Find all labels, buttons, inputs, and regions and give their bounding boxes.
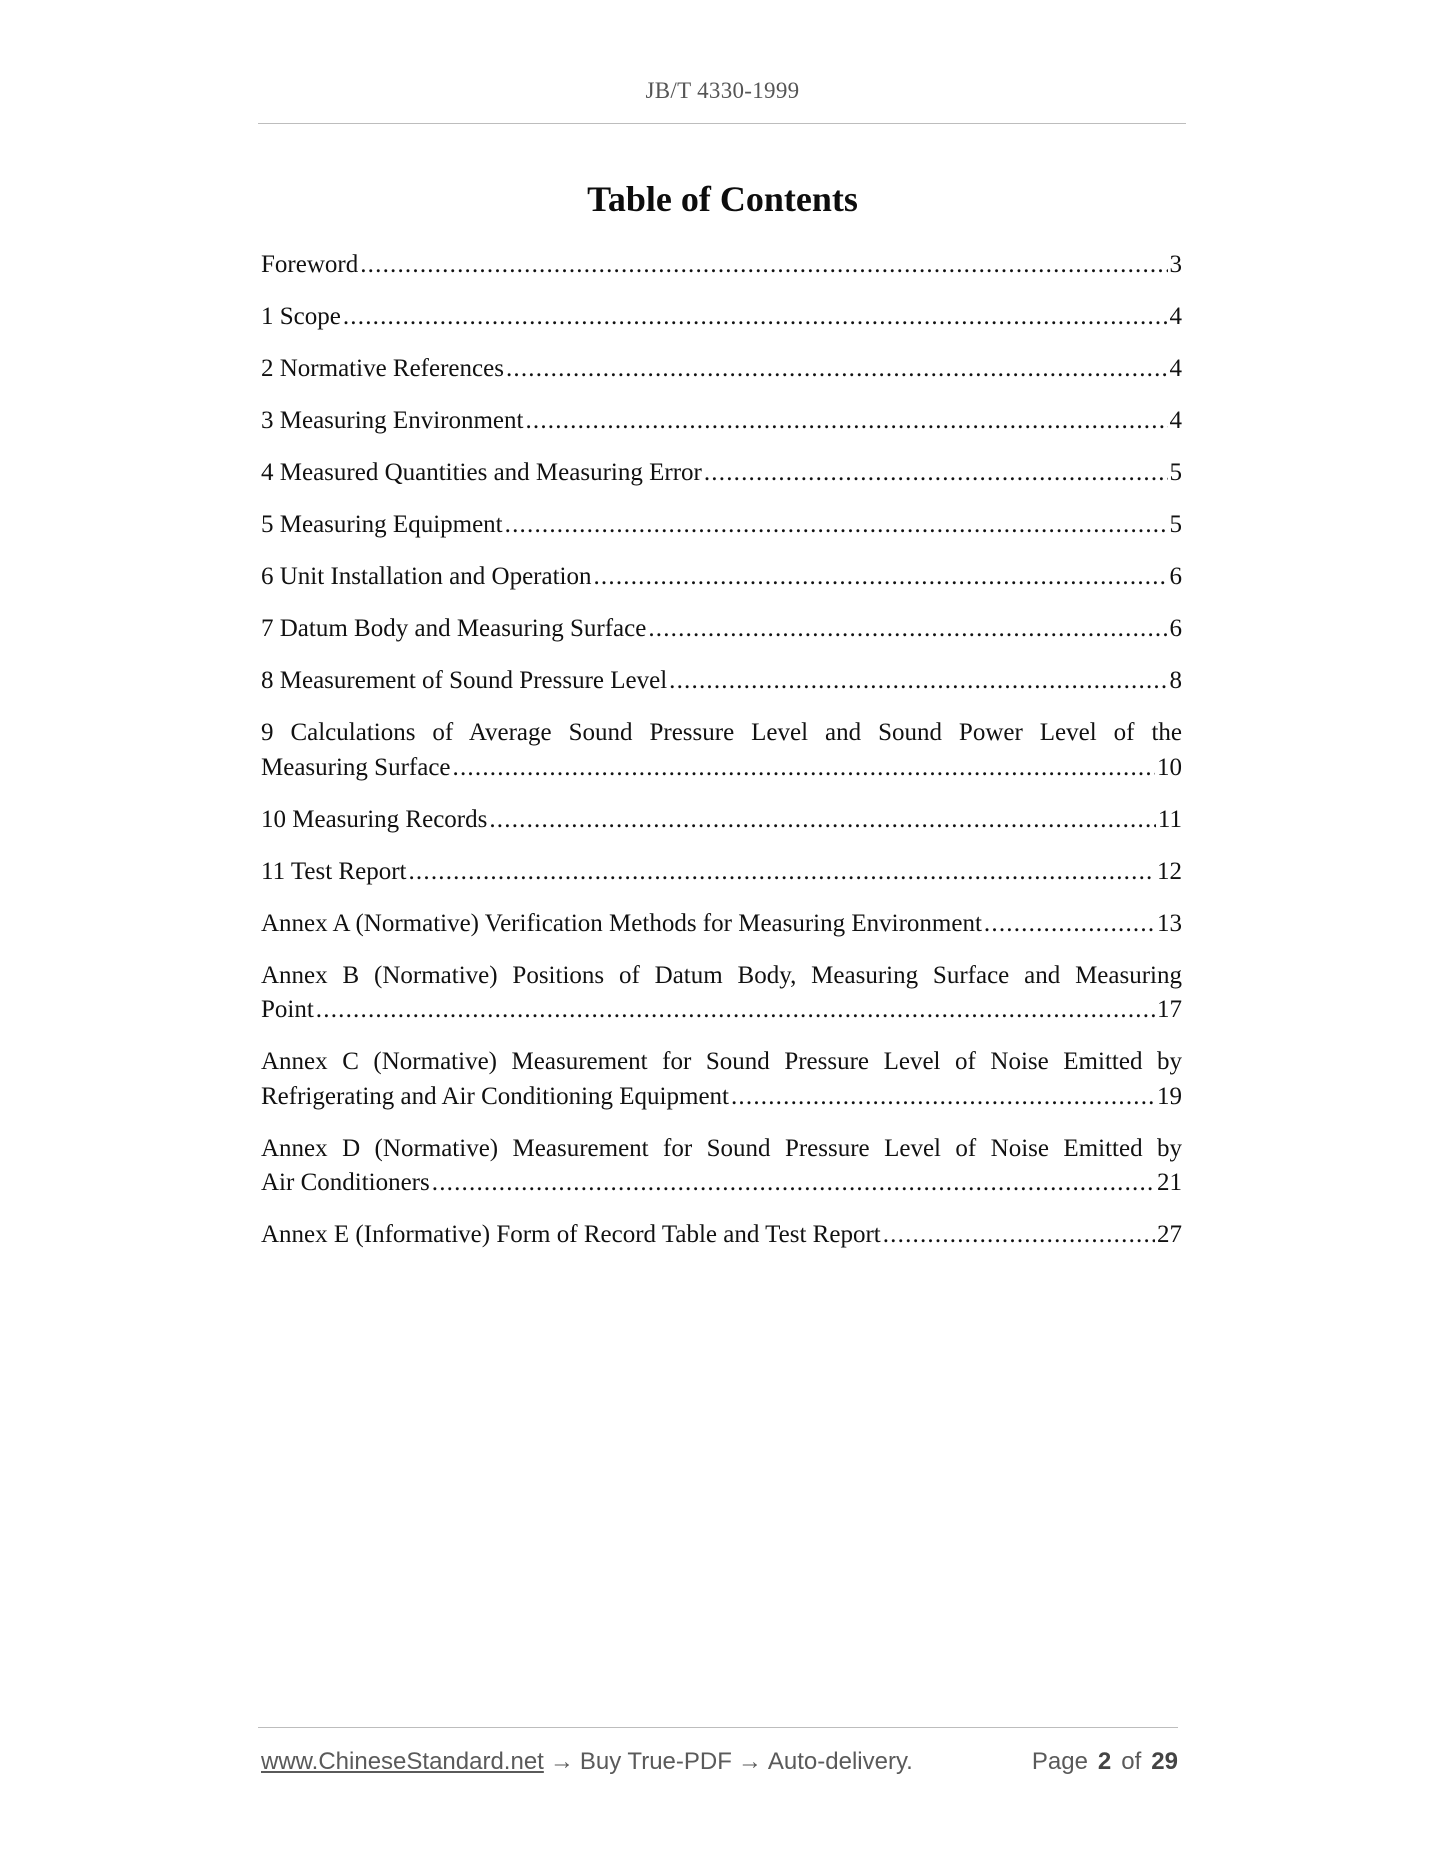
toc-entry[interactable] <box>261 300 1182 335</box>
toc-entry-title: Foreword <box>261 251 359 278</box>
toc-entry-title: 11 Test Report <box>261 857 407 885</box>
dot-leader <box>984 907 1155 942</box>
toc-entry-page-number: 27 <box>1157 1221 1182 1248</box>
toc-entry-line <box>261 560 1182 595</box>
header-divider <box>258 123 1186 124</box>
dot-leader <box>432 1166 1155 1201</box>
toc-entry-title: Refrigerating and Air Conditioning Equipment <box>261 1082 729 1110</box>
toc-entry[interactable] <box>261 664 1182 699</box>
total-page-count: 29 <box>1151 1748 1178 1775</box>
toc-entry-line <box>261 404 1182 439</box>
toc-entry-page-number: 6 <box>1169 615 1182 642</box>
toc-entry-title: 7 Datum Body and Measuring Surface <box>261 615 647 642</box>
toc-entry-title-line: Annex D (Normative) Measurement for Sound Pressure Level of Noise Emitted by <box>261 1134 1182 1162</box>
toc-entry-title: Measuring Surface <box>261 753 451 781</box>
dot-leader <box>316 993 1155 1028</box>
toc-entry-page-number: 5 <box>1169 511 1182 538</box>
toc-entry-line <box>261 456 1182 491</box>
toc-heading: Table of Contents <box>587 179 858 219</box>
arrow-right-icon: → <box>549 1748 574 1775</box>
toc-entry-title: Annex A (Normative) Verification Methods for Measuring Environment <box>261 909 982 937</box>
dot-leader <box>883 1218 1155 1253</box>
toc-entry[interactable] <box>261 716 1182 785</box>
footer-divider <box>258 1727 1178 1728</box>
auto-delivery-text: Auto-delivery. <box>767 1748 913 1775</box>
toc-entry-title: 6 Unit Installation and Operation <box>261 563 592 590</box>
dot-leader <box>343 300 1168 335</box>
toc-entry-title: 4 Measured Quantities and Measuring Error <box>261 459 702 486</box>
page-of-label: of <box>1121 1748 1142 1775</box>
toc-entry-title-line: Annex C (Normative) Measurement for Sound Pressure Level of Noise Emitted by <box>261 1048 1182 1075</box>
dot-leader <box>453 751 1155 786</box>
toc-entry-title-line: Annex B (Normative) Positions of Datum Body, Measuring Surface and Measuring <box>261 961 1182 989</box>
toc-entry-line <box>261 803 1182 838</box>
toc-entry-line <box>261 300 1182 335</box>
toc-entry[interactable] <box>261 803 1182 838</box>
dot-leader <box>408 855 1155 890</box>
toc-entry-page-number: 4 <box>1169 407 1182 434</box>
dot-leader <box>731 1080 1155 1115</box>
page-footer <box>261 1748 1178 1776</box>
toc-entry[interactable] <box>261 352 1182 387</box>
current-page-number: 2 <box>1097 1748 1112 1775</box>
page-indicator <box>1032 1748 1178 1776</box>
toc-entry-page-number: 10 <box>1157 753 1182 781</box>
toc-entry-line <box>261 352 1182 387</box>
toc-entry[interactable] <box>261 1218 1182 1253</box>
table-of-contents <box>261 248 1182 1270</box>
dot-leader <box>360 248 1167 283</box>
toc-entry[interactable] <box>261 456 1182 491</box>
dot-leader <box>505 508 1168 543</box>
toc-entry-line <box>261 1218 1182 1253</box>
dot-leader <box>489 803 1156 838</box>
toc-entry-title: 8 Measurement of Sound Pressure Level <box>261 667 668 694</box>
toc-entry-line <box>261 1080 1182 1115</box>
toc-entry-line <box>261 1166 1182 1201</box>
toc-entry-line <box>261 664 1182 699</box>
toc-entry-title: Annex E (Informative) Form of Record Table and Test Report <box>261 1221 881 1248</box>
dot-leader <box>525 404 1167 439</box>
toc-entry-page-number: 12 <box>1157 857 1182 885</box>
toc-entry-line <box>261 508 1182 543</box>
toc-entry[interactable] <box>261 1132 1182 1201</box>
toc-entry-page-number: 3 <box>1169 251 1182 278</box>
toc-entry-page-number: 13 <box>1157 909 1182 937</box>
toc-entry[interactable] <box>261 508 1182 543</box>
toc-entry[interactable] <box>261 907 1182 942</box>
arrow-right-icon: → <box>737 1748 762 1775</box>
toc-entry-page-number: 5 <box>1169 459 1182 486</box>
toc-entry-title: 3 Measuring Environment <box>261 407 524 434</box>
toc-entry-page-number: 21 <box>1157 1169 1182 1196</box>
page-label: Page <box>1031 1748 1088 1775</box>
toc-entry-title: Air Conditioners <box>261 1169 430 1196</box>
toc-entry-page-number: 4 <box>1169 303 1182 330</box>
toc-entry-line <box>261 751 1182 786</box>
footer-promo <box>261 1748 913 1776</box>
toc-entry-line <box>261 248 1182 283</box>
toc-entry[interactable] <box>261 612 1182 647</box>
toc-entry-title: 5 Measuring Equipment <box>261 511 503 538</box>
toc-entry-page-number: 4 <box>1169 355 1182 382</box>
toc-entry-title: 10 Measuring Records <box>261 805 488 833</box>
toc-entry[interactable] <box>261 1045 1182 1114</box>
toc-entry[interactable] <box>261 248 1182 283</box>
document-code-header: JB/T 4330-1999 <box>645 78 800 103</box>
dot-leader <box>704 456 1168 491</box>
toc-entry-page-number: 17 <box>1157 996 1182 1023</box>
toc-entry[interactable] <box>261 855 1182 890</box>
toc-entry[interactable] <box>261 404 1182 439</box>
toc-entry-page-number: 8 <box>1169 667 1182 694</box>
toc-entry-page-number: 6 <box>1169 563 1182 590</box>
buy-pdf-text: Buy True-PDF <box>579 1748 732 1775</box>
toc-entry-title: Point <box>261 996 314 1023</box>
toc-entry-page-number: 11 <box>1157 805 1182 833</box>
toc-entry-line <box>261 855 1182 890</box>
dot-leader <box>506 352 1168 387</box>
toc-entry-page-number: 19 <box>1157 1082 1182 1110</box>
toc-entry-line <box>261 612 1182 647</box>
dot-leader <box>593 560 1167 595</box>
toc-entry-title: 1 Scope <box>261 303 341 330</box>
dot-leader <box>648 612 1167 647</box>
website-link[interactable]: www.ChineseStandard.net <box>261 1748 544 1775</box>
toc-entry-title-line: 9 Calculations of Average Sound Pressure Level and Sound Power Level of the <box>261 719 1182 746</box>
dot-leader <box>669 664 1167 699</box>
toc-entry-line <box>261 993 1182 1028</box>
toc-entry[interactable] <box>261 959 1182 1028</box>
toc-entry-line <box>261 907 1182 942</box>
toc-entry[interactable] <box>261 560 1182 595</box>
toc-entry-title: 2 Normative References <box>261 355 504 382</box>
